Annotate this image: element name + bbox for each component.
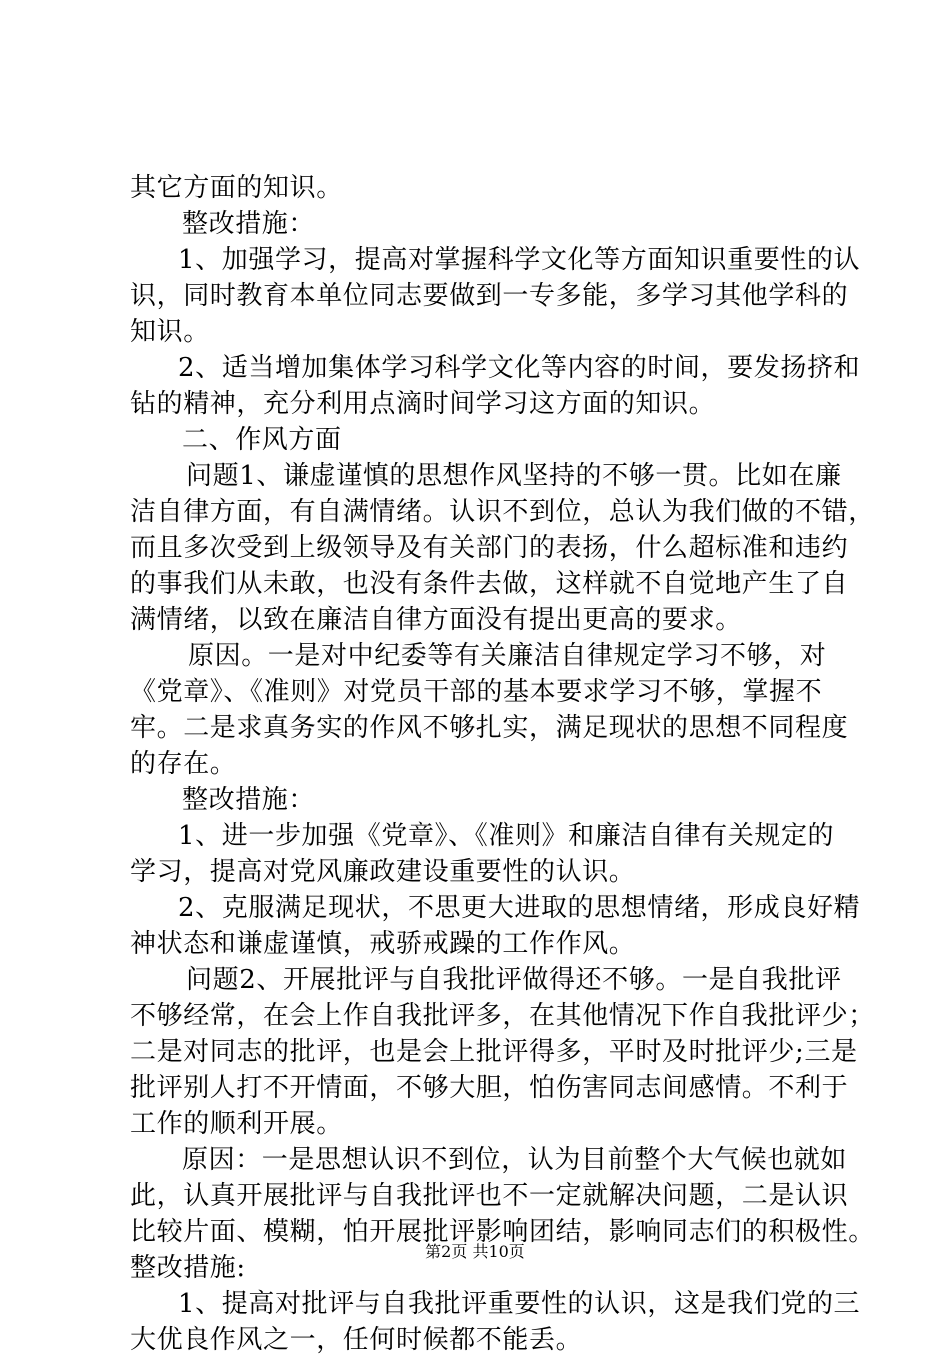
text-line: 原因。一是对中纪委等有关廉洁自律规定学习不够，对 [188,641,827,671]
text-line: 洁自律方面，有自满情绪。认识不到位，总认为我们做的不错， [130,497,875,527]
text-line: 原因：一是思想认识不到位，认为目前整个大气候也就如 [182,1145,848,1175]
text-line: 整改措施： [182,785,316,815]
text-line: 满情绪，以致在廉洁自律方面没有提出更高的要求。 [130,605,742,635]
text-line: 二是对同志的批评，也是会上批评得多，平时及时批评少;三是 [130,1037,858,1067]
text-line: 神状态和谦虚谨慎，戒骄戒躁的工作作风。 [130,929,636,959]
document-body [130,170,875,1358]
text-line: 2、克服满足现状，不思更大进取的思想情绪，形成良好精 [178,893,861,923]
text-line: 知识。 [130,317,210,347]
text-line: 1、进一步加强《党章》、《准则》和廉洁自律有关规定的 [178,821,835,851]
text-line: 识，同时教育本单位同志要做到一专多能，多学习其他学科的 [130,281,849,311]
text-line: 二、作风方面 [182,425,342,455]
text-line: 工作的顺利开展。 [130,1109,343,1139]
text-line: 比较片面、模糊，怕开展批评影响团结，影响同志们的积极性。 [130,1217,875,1247]
text-line: 的事我们从未敢，也没有条件去做，这样就不自觉地产生了自 [130,569,849,599]
text-line: 批评别人打不开情面，不够大胆，怕伤害同志间感情。不利于 [130,1073,849,1103]
text-line: 问题2、开展批评与自我批评做得还不够。一是自我批评 [186,965,842,995]
text-line: 钻的精神，充分利用点滴时间学习这方面的知识。 [130,389,716,419]
text-line: 2、适当增加集体学习科学文化等内容的时间，要发扬挤和 [178,353,861,383]
text-line: 其它方面的知识。 [130,173,343,203]
text-line: 1、加强学习，提高对掌握科学文化等方面知识重要性的认 [178,245,861,275]
text-line: 而且多次受到上级领导及有关部门的表扬，什么超标准和违约 [130,533,849,563]
text-line: 的存在。 [130,749,237,779]
text-line: 此，认真开展批评与自我批评也不一定就解决问题，二是认识 [130,1181,849,1211]
text-line: 《党章》、《准则》对党员干部的基本要求学习不够，掌握不 [130,677,823,707]
text-line: 不够经常，在会上作自我批评多，在其他情况下作自我批评少； [130,1001,875,1031]
text-line: 问题1、谦虚谨慎的思想作风坚持的不够一贯。比如在廉 [186,461,842,491]
text-line: 整改措施: [130,1253,246,1283]
page-footer: 第2页 共10页 [425,1242,525,1261]
text-line: 大优良作风之一，任何时候都不能丢。 [130,1325,583,1355]
text-line: 整改措施： [182,209,316,239]
text-line: 牢。二是求真务实的作风不够扎实，满足现状的思想不同程度 [130,713,849,743]
text-line: 学习，提高对党风廉政建设重要性的认识。 [130,857,636,887]
text-line: 1、提高对批评与自我批评重要性的认识，这是我们党的三 [178,1289,861,1319]
